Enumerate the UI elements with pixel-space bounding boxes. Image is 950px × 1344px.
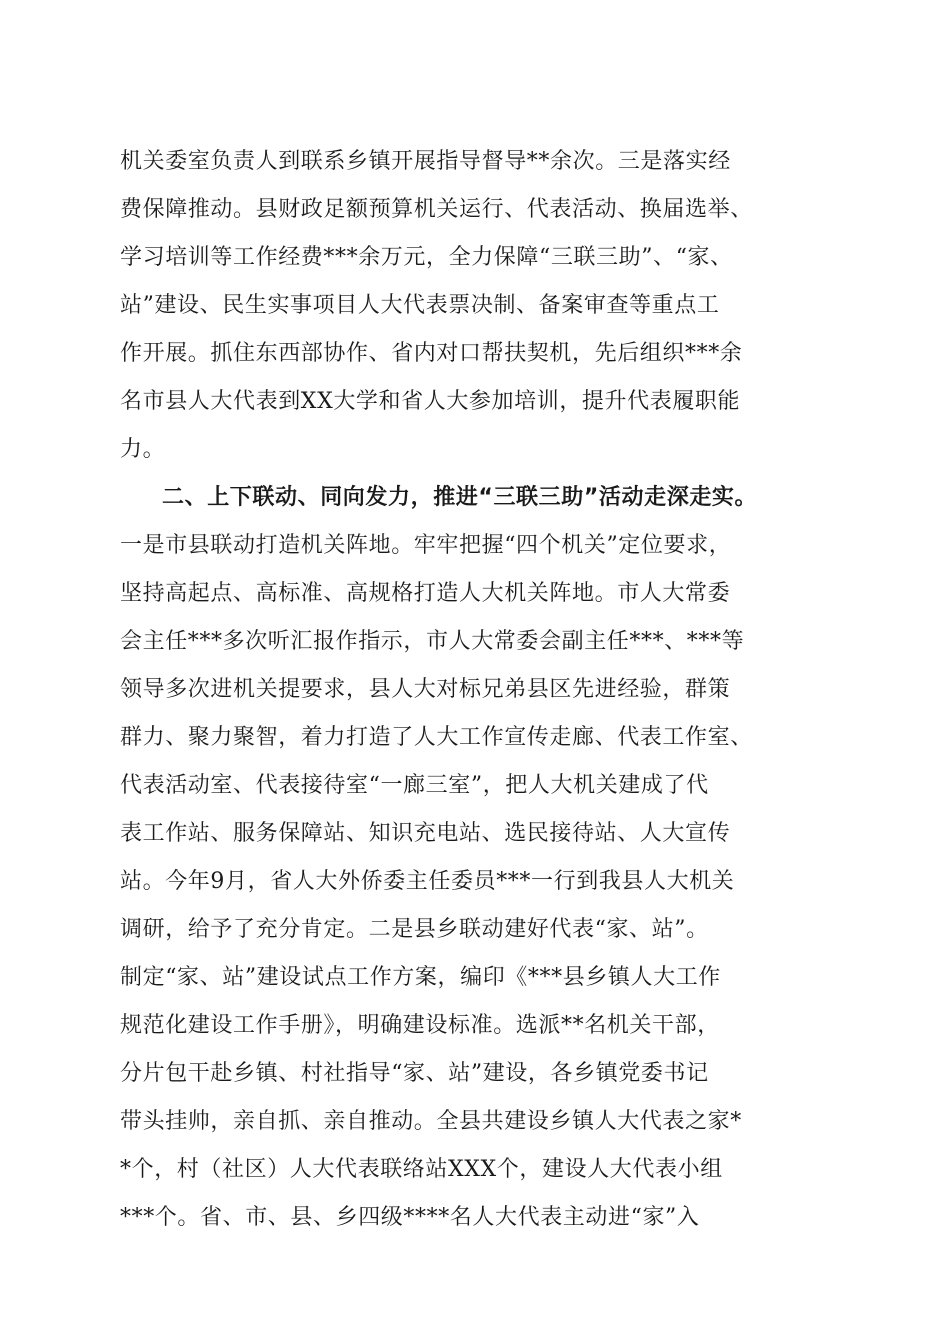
paragraph-line: 带头挂帅，亲自抓、亲自推动。全县共建设乡镇人大代表之家* [120, 1109, 742, 1134]
paragraph-line: *个，村（社区）人大代表联络站XXX个，建设人大代表小组 [120, 1157, 723, 1182]
paragraph-line: 力。 [120, 437, 166, 462]
paragraph-line: 坚持高起点、高标准、高规格打造人大机关阵地。市人大常委 [120, 581, 731, 606]
paragraph-line: 会主任***多次听汇报作指示，市人大常委会副主任***、***等 [120, 629, 745, 654]
paragraph-line: 学习培训等工作经费***余万元，全力保障“三联三助”、“家、 [120, 245, 733, 270]
paragraph-line: 机关委室负责人到联系乡镇开展指导督导**余次。三是落实经 [120, 149, 731, 174]
paragraph-line: ***个。省、市、县、乡四级****名人大代表主动进“家”入 [120, 1205, 700, 1230]
paragraph-line: 作开展。抓住东西部协作、省内对口帮扶契机，先后组织***余 [120, 341, 743, 366]
paragraph-line: 分片包干赴乡镇、村社指导“家、站”建设，各乡镇党委书记 [120, 1061, 709, 1086]
paragraph-line: 一是市县联动打造机关阵地。牢牢把握“四个机关”定位要求， [120, 533, 732, 558]
paragraph-line: 群力、聚力聚智，着力打造了人大工作宣传走廊、代表工作室、 [120, 725, 753, 750]
paragraph-line: 调研，给予了充分肯定。二是县乡联动建好代表“家、站”。 [120, 917, 709, 942]
paragraph-line: 表工作站、服务保障站、知识充电站、选民接待站、人大宣传 [120, 821, 731, 846]
paragraph-line: 费保障推动。县财政足额预算机关运行、代表活动、换届选举、 [120, 197, 753, 222]
paragraph-line: 领导多次进机关提要求，县人大对标兄弟县区先进经验，群策 [120, 677, 731, 702]
paragraph-line: 制定“家、站”建设试点工作方案，编印《***县乡镇人大工作 [120, 965, 721, 990]
paragraph-line: 名市县人大代表到XX大学和省人大参加培训，提升代表履职能 [120, 389, 741, 414]
section-heading: 二、上下联动、同向发力，推进“三联三助”活动走深走实。 [162, 485, 758, 510]
paragraph-line: 站。今年9月，省人大外侨委主任委员***一行到我县人大机关 [120, 869, 735, 894]
paragraph-line: 规范化建设工作手册》，明确建设标准。选派**名机关干部， [120, 1013, 720, 1038]
paragraph-line: 站”建设、民生实事项目人大代表票决制、备案审查等重点工 [120, 293, 720, 318]
paragraph-line: 代表活动室、代表接待室“一廊三室”，把人大机关建成了代 [120, 773, 709, 798]
